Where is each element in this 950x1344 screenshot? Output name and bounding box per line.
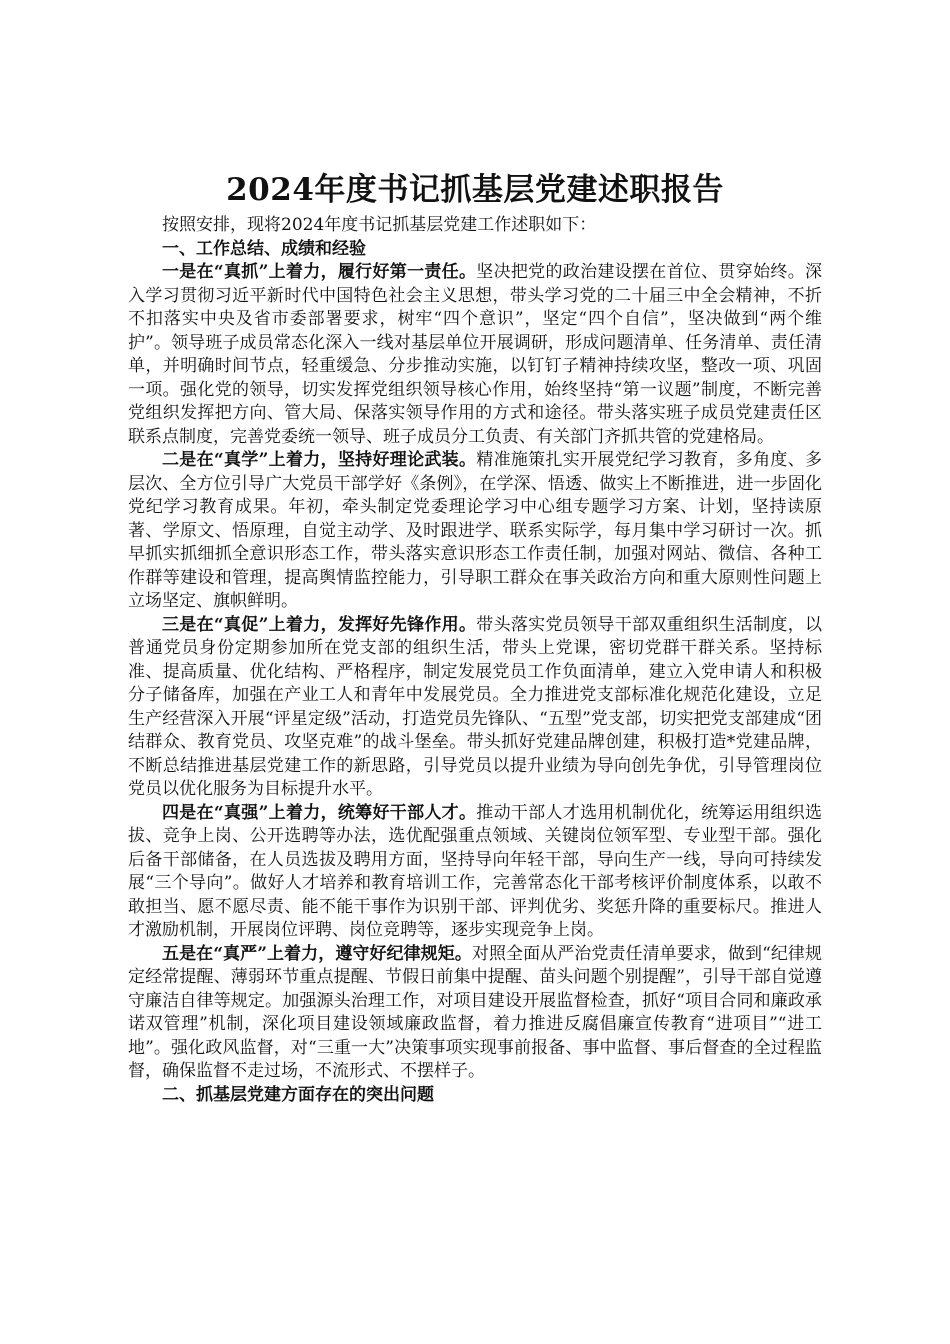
section-heading-1: 一、工作总结、成绩和经验: [162, 238, 366, 259]
paragraph-lead: 三是在“真促”上着力，发挥好先锋作用。: [162, 614, 477, 635]
paragraph-body: 推动干部人才选用机制优化，统筹运用组织选拔、竞争上岗、公开选聘等办法，选优配强重点领域、关键岗位领军型、专业型干部。强化后备干部储备，在人员选拔及聘用方面，坚持导向年轻干部，导向生产一线，导向可持续发展“三个导向”。做好人才培养和教育培训工作，完善常态化干部考核评价制度体系，以敢不敢担当、愿不愿尽责、能不能干事作为识别干部、评判优劣、奖惩升降的重要标尺。推进人才激励机制，开展岗位评聘、岗位竞聘等，逐步实现竞争上岗。: [128, 802, 822, 940]
paragraph-body: 坚决把党的政治建设摆在首位、贯穿始终。深入学习贯彻习近平新时代中国特色社会主义思想，带头学习党的二十届三中全会精神，不折不扣落实中央及省市委部署要求，树牢“四个意识”，坚定“四个自信”，坚决做到“两个维护”。领导班子成员常态化深入一线对基层单位开展调研，形成问题清单、任务清单、责任清单，并明确时间节点，轻重缓急、分步推动实施，以钉钉子精神持续攻坚，整改一项、巩固一项。强化党的领导，切实发挥党组织领导核心作用，始终坚持“第一议题”制度，不断完善党组织发挥把方向、管大局、保落实领导作用的方式和途径。带头落实班子成员党建责任区联系点制度，完善党委统一领导、班子成员分工负责、有关部门齐抓共管的党建格局。: [128, 262, 822, 447]
paragraph-lead: 二是在“真学”上着力，坚持好理论武装。: [162, 450, 477, 470]
intro-paragraph: 按照安排，现将2024年度书记抓基层党建工作述职如下：: [162, 215, 597, 235]
document-title: 2024年度书记抓基层党建述职报告: [226, 172, 724, 208]
paragraph-lead: 一是在“真抓”上着力，履行好第一责任。: [162, 262, 477, 282]
paragraph-body: 带头落实党员领导干部双重组织生活制度，以普通党员身份定期参加所在党支部的组织生活，带头上党课，密切党群干群关系。坚持标准、提高质量、优化结构、严格程序，制定发展党员工作负面清单，建立入党申请人和积极分子储备库，加强在产业工人和青年中发展党员。全力推进党支部标准化规范化建设，立足生产经营深入开展“评星定级”活动，打造党员先锋队、“五型”党支部，切实把党支部建成“团结群众、教育党员、攻坚克难”的战斗堡垒。带头抓好党建品牌创建，积极打造*党建品牌，不断总结推进基层党建工作的新思路，引导党员以提升业绩为导向创先争优，引导管理岗位党员以优化服务为目标提升水平。: [128, 614, 822, 799]
paragraph-lead: 四是在“真强”上着力，统筹好干部人才。: [162, 802, 477, 823]
paragraph-5: [128, 943, 822, 1084]
paragraph-lead: 五是在“真严”上着力，遵守好纪律规矩。: [162, 943, 472, 964]
paragraph-3: [128, 614, 822, 802]
document-page: [128, 168, 822, 1107]
paragraph-body: 对照全面从严治党责任清单要求，做到“纪律规定经常提醒、薄弱环节重点提醒、节假日前集中提醒、苗头问题个别提醒”，引导干部自觉遵守廉洁自律等规定。加强源头治理工作，对项目建设开展监督检查，抓好“项目合同和廉政承诺双管理”机制，深化项目建设领域廉政监督，着力推进反腐倡廉宣传教育“进项目”“进工地”。强化政风监督，对“三重一大”决策事项实现事前报备、事中监督、事后督查的全过程监督，确保监督不走过场，不流形式、不摆样子。: [128, 943, 822, 1081]
paragraph-4: [128, 802, 822, 943]
paragraph-1: [128, 261, 822, 449]
paragraph-body: 精准施策扎实开展党纪学习教育，多角度、多层次、全方位引导广大党员干部学好《条例》，在学深、悟透、做实上不断推进，进一步固化党纪学习教育成果。年初，牵头制定党委理论学习中心组专题学习方案、计划，坚持读原著、学原文、悟原理，自觉主动学、及时跟进学、联系实际学，每月集中学习研讨一次。抓早抓实抓细抓全意识形态工作，带头落实意识形态工作责任制，加强对网站、微信、各种工作群等建设和管理，提高舆情监控能力，引导职工群众在事关政治方向和重大原则性问题上立场坚定、旗帜鲜明。: [128, 450, 822, 611]
paragraph-2: [128, 449, 822, 614]
section-heading-2: 二、抓基层党建方面存在的突出问题: [162, 1084, 434, 1105]
